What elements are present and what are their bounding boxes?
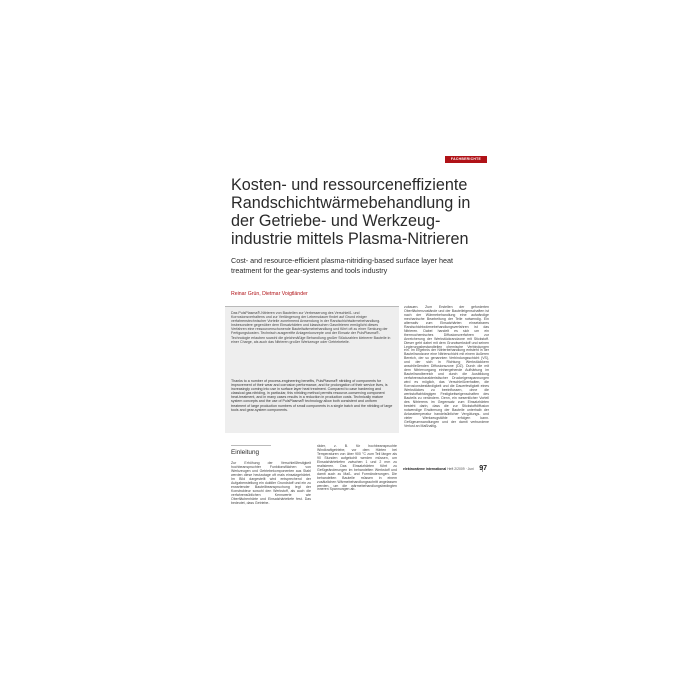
- section-tag: FACHBERICHTE: [445, 156, 487, 163]
- heading-rule: [231, 445, 271, 446]
- body-column-right: zubauen. Zum Erstellen der geforderten Oberflächenzustände und der Bauteileigenschaften ist nach der Wärmebehandlung eine aufwändige mechanische Bearbeitung der Teile notwendig. Ein alternativ zum Einsatzhärten einsetzbares Randschichtwärmebehandlungsverfahren ist das Nitrieren. Dabei handelt es sich um ein thermochemisches Diffusionsverfahren zur Anreicherung der Werkstückrandzone mit Stickstoff. Dieser geht dabei mit dem Grundwerkstoff und seinen Legierungsbestandteilen chemische Verbindungen ein. Im Ergebnis der Nitrierbehandlung entsteht in der Bauteilrandzone eine Nitrierschicht mit einem äußeren Bereich, der so genannten Verbindungsschicht (VS), und der sich in Richtung Werkstückkern anschließenden Diffusionszone (DZ). Durch die mit dem Nitriervorgang einhergehende Aufhärtung im Bauteilrandbereich und durch die Ausbildung verfahrenscharakteristischer Druckeigenspannungen wird es möglich, das Verschleißverhalten, die Korrosionsbeständigkeit und die Dauerfestigkeit eines Werkstückes zu beeinflussen, ohne die werkstoffabhängigen Festigkeitseigenschaften des Bauteils zu verändern. Denn, ein wesentlicher Vorteil des Nitrierens im Gegensatz zum Einsatzhärten besteht darin, dass die zur Stickstoffdiffusion notwendige Erwärmung der Bauteile unterhalb der Anlasstemperatur handelsüblicher Vergütungs- und vieler Werkzeugstähle erfolgen kann. Gefügeumwandlungen und der damit verbundene Verlust an Maßhaltig-: [404, 305, 489, 428]
- abstract-german: Das PulsPlasma®-Nitrieren von Bauteilen zur Verbesserung des Verschleiß- und Korrosionsverhaltens und zur Verlängerung der Lebensdauer findet auf Grund einiger verfahrenstechnischer Vorteile zunehmend Anwendung in der Randschichtwärmebehandlung. Insbesondere gegenüber dem Einsatzhärten und klassischen Gasnitrieren ermöglicht dieses Verfahren eine ressourcenschonende Bauteilwärmebehandlung und führt oft zu einer Senkung der Fertigungskosten. Technisch ausgereifte Anlagenkonzepte und der Einsatz der PulsPlasma®-Technologie erlauben sowohl die gleichmäßige Behandlung großer Stückzahlen kleinerer Bauteile in einer Charge, als auch das Nitrieren großer Werkzeuge oder Getriebeteile.: [231, 311, 391, 344]
- issue-info: Heft 2/2009 · Juni: [447, 467, 474, 471]
- article-title: Kosten- und ressourceneffiziente Randschichtwärmebehandlung in der Getriebe- und Werkzeug-industrie mittels Plasma-Nitrieren: [231, 176, 471, 248]
- article-subtitle: Cost- and resource-efficient plasma-nitriding-based surface layer heat treatment for the gear-systems and tools industry: [231, 256, 453, 275]
- publication-name: elektrowärme international: [403, 467, 447, 471]
- body-column-1: Zur Erhöhung der Verschleißfestigkeit hochbeanspruchter Funktionsflächen von Werkzeugen und Getriebekomponenten aus Stahl werden diese heutzutage oft mals einsatzgehärtet. Im Bild dargestellt wird entsprechend der Aufgabenstellung ein duktiler Grundstoff und ein zu erwartender Bauteilbeanspruchung legt der Konstrukteur sowohl den Werkstoff, als auch die verfahrensüblichen Kennwerte wie Oberflächenhärte und Einsatzhärtetiefe fest. Das bedeutet, dass Getriebe-: [231, 461, 311, 505]
- journal-page: [203, 148, 497, 552]
- page-footer: [403, 464, 493, 474]
- authors: Reinar Grün, Dietmar Voigtländer: [231, 291, 308, 297]
- section-heading: Einleitung: [231, 449, 260, 456]
- body-column-2: räder, z. B. für hochbeanspruchte Windkraftgetriebe, vor dem Härten bei Temperaturen von über 900 °C zum Teil länger als 90 Stunden aufgekohlt werden müssen, um Einsatzhärtetiefen zwischen 1 und 2 mm zu realisieren. Das Einsatzhärten führt zu Gefügeänderungen im behandelten Werkstoff und damit auch zu Maß- und Formänderungen. Die behandelten Bauteile müssen in einem zusätzlichen Wärmebehandlungsschritt angelassen werden, um die wärmebehandlungsbedingten inneren Spannungen ab-: [317, 444, 397, 492]
- page-number: 97: [479, 465, 487, 472]
- abstract-english: Thanks to a number of process-engineering benefits, PulsPlasma® nitriding of components for improvement of their wear and corrosion performance, and for prolongation of their service lives, is increasingly coming into use in surface layer heat treatment. Compared to case hardening and classical gas nitriding, in particular, this nitriding method permits resource-conserving component heat-treatment, and in many cases results in a reduction in production costs. Technically mature system concepts and the use of PulsPlasma® technology allow both consistent and uniform treatment of large production numbers of small components in a single batch and the nitriding of large tools and gear-system components.: [231, 379, 393, 412]
